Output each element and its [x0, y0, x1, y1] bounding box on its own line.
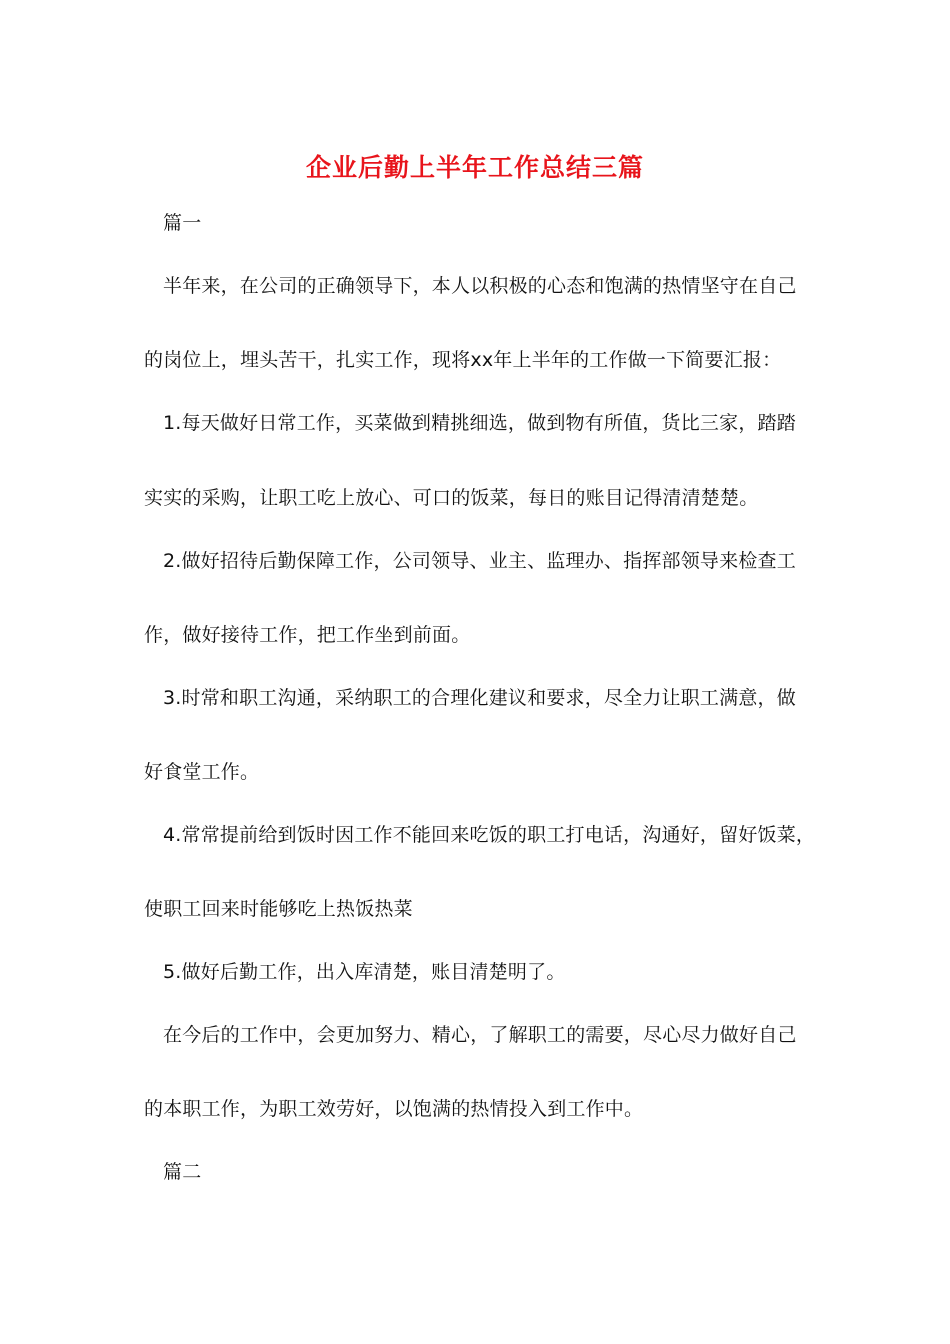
list-item-line: 使职工回来时能够吃上热饭热菜	[144, 898, 413, 920]
list-item-line: 实实的采购，让职工吃上放心、可口的饭菜，每日的账目记得清清楚楚。	[144, 487, 759, 509]
list-item-line: 5.做好后勤工作，出入库清楚，账目清楚明了。	[163, 961, 566, 983]
list-item-line: 4.常常提前给到饭时因工作不能回来吃饭的职工打电话，沟通好，留好饭菜，	[163, 824, 816, 846]
list-item-line: 2.做好招待后勤保障工作，公司领导、业主、监理办、指挥部领导来检查工	[163, 550, 796, 572]
list-item-line: 好食堂工作。	[144, 761, 260, 783]
list-item-line: 作，做好接待工作，把工作坐到前面。	[144, 624, 471, 646]
paragraph-line: 半年来，在公司的正确领导下，本人以积极的心态和饱满的热情坚守在自己	[163, 275, 797, 297]
paragraph-line: 的本职工作，为职工效劳好，以饱满的热情投入到工作中。	[144, 1098, 644, 1120]
section-heading-2: 篇二	[163, 1161, 202, 1183]
paragraph-line: 在今后的工作中，会更加努力、精心，了解职工的需要，尽心尽力做好自己	[163, 1024, 797, 1046]
list-item-line: 3.时常和职工沟通，采纳职工的合理化建议和要求，尽全力让职工满意，做	[163, 687, 796, 709]
section-heading-1: 篇一	[163, 212, 202, 234]
document-title: 企业后勤上半年工作总结三篇	[305, 153, 644, 182]
list-item-line: 1.每天做好日常工作，买菜做到精挑细选，做到物有所值，货比三家，踏踏	[163, 412, 796, 434]
paragraph-line: 的岗位上，埋头苦干，扎实工作，现将xx年上半年的工作做一下简要汇报：	[144, 349, 782, 371]
